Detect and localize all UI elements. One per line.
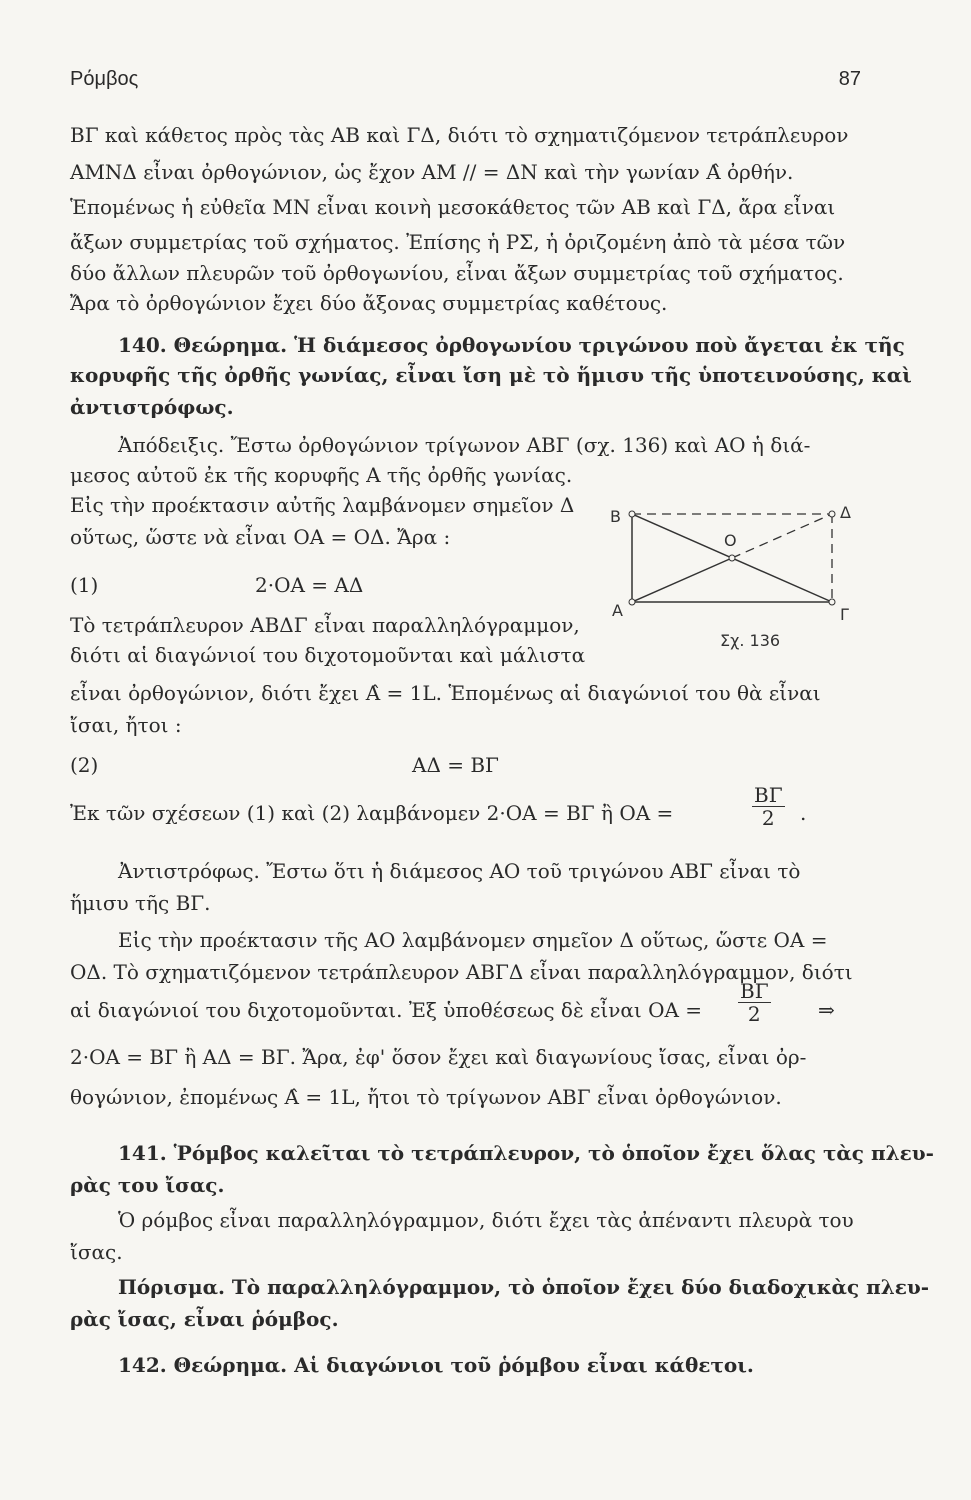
theorem-140-text: ἀντιστρόφως. — [70, 395, 234, 419]
point-d — [829, 511, 835, 517]
proof-line: μεσος αὐτοῦ ἐκ τῆς κορυφῆς Α τῆς ὀρθῆς γωνίας. — [70, 463, 573, 487]
equation-2-label: (2) — [70, 753, 99, 777]
median-ao — [632, 558, 732, 602]
definition-141-heading: 141. Ῥόμβος καλεῖται τὸ τετράπλευρον, τὸ ὁποῖον ἔχει ὅλας τὰς πλευ- — [118, 1141, 934, 1165]
point-g — [829, 599, 835, 605]
definition-141-text: ρὰς του ἴσας. — [70, 1173, 225, 1197]
text-line: ἴσας. — [70, 1240, 123, 1264]
text-line: ἄξων συμμετρίας τοῦ σχήματος. Ἐπίσης ἡ ΡΣ, ἡ ὁριζομένη ἀπὸ τὰ μέσα τῶν — [70, 230, 846, 254]
converse-line: Εἰς τὴν προέκτασιν τῆς ΑΟ λαμβάνομεν σημεῖον Δ οὕτως, ὥστε ΟΑ = — [118, 928, 828, 952]
label-d: Δ — [840, 503, 851, 522]
converse-line: ΟΔ. Τὸ σχηματιζόμενον τετράπλευρον ΑΒΓΔ εἶναι παραλληλόγραμμον, διότι — [70, 960, 853, 984]
label-o: Ο — [724, 531, 737, 550]
figure-136 — [600, 500, 870, 660]
implies-arrow: ⇒ — [818, 998, 835, 1022]
fraction-bg-over-2 — [738, 980, 771, 1025]
point-o — [729, 555, 735, 561]
fraction-denominator: 2 — [747, 1002, 761, 1026]
theorem-142-heading: 142. Θεώρημα. Αἱ διαγώνιοι τοῦ ῥόμβου εἶναι κάθετοι. — [118, 1353, 754, 1377]
point-a — [629, 599, 635, 605]
text-line: Ἄρα τὸ ὀρθογώνιον ἔχει δύο ἄξονας συμμετρίας καθέτους. — [70, 291, 668, 315]
text-line: δύο ἄλλων πλευρῶν τοῦ ὀρθογωνίου, εἶναι ἄξων συμμετρίας τοῦ σχήματος. — [70, 261, 844, 285]
text-line: Ὁ ρόμβος εἶναι παραλληλόγραμμον, διότι ἔχει τὰς ἀπέναντι πλευρὰ του — [118, 1208, 854, 1232]
fraction-numerator: ΒΓ — [754, 783, 783, 807]
proof-line: διότι αἱ διαγώνιοί του διχοτομοῦνται καὶ μάλιστα — [70, 643, 586, 667]
converse-line: θογώνιον, ἐπομένως Α̂ = 1L, ἤτοι τὸ τρίγωνον ΑΒΓ εἶναι ὀρθογώνιον. — [70, 1085, 782, 1109]
label-a: Α — [612, 601, 623, 620]
figure-caption: Σχ. 136 — [720, 631, 781, 650]
corollary-heading: Πόρισμα. Τὸ παραλληλόγραμμον, τὸ ὁποῖον ἔχει δύο διαδοχικὰς πλευ- — [118, 1275, 930, 1299]
page-number: 87 — [838, 68, 861, 90]
theorem-140-text: κορυφῆς τῆς ὀρθῆς γωνίας, εἶναι ἴση μὲ τὸ ἥμισυ τῆς ὑποτεινούσης, καὶ — [70, 363, 912, 387]
fraction-bg-over-2 — [752, 784, 785, 829]
rectangle-diagram — [600, 500, 870, 660]
proof-conclusion: Ἐκ τῶν σχέσεων (1) καὶ (2) λαμβάνομεν 2·ΟΑ = ΒΓ ἢ ΟΑ = — [70, 801, 674, 825]
equation-1: 2·ΟΑ = ΑΔ — [255, 573, 364, 597]
label-b: Β — [610, 507, 621, 526]
proof-line: εἶναι ὀρθογώνιον, διότι ἔχει Α̂ = 1L. Ἑπομένως αἱ διαγώνιοί του θὰ εἶναι — [70, 681, 821, 705]
extension-od — [732, 514, 832, 558]
proof-line: Εἰς τὴν προέκτασιν αὐτῆς λαμβάνομεν σημεῖον Δ — [70, 493, 575, 517]
corollary-text: ρὰς ἴσας, εἶναι ῥόμβος. — [70, 1307, 339, 1331]
fraction-denominator: 2 — [761, 806, 775, 830]
equation-2: ΑΔ = ΒΓ — [412, 753, 499, 777]
converse-line: 2·ΟΑ = ΒΓ ἢ ΑΔ = ΒΓ. Ἄρα, ἐφ' ὅσον ἔχει καὶ διαγωνίους ἴσας, εἶναι ὀρ- — [70, 1045, 807, 1069]
theorem-140-heading: 140. Θεώρημα. Ἡ διάμεσος ὀρθογωνίου τριγώνου ποὺ ἄγεται ἐκ τῆς — [118, 333, 905, 357]
proof-line: Ἀπόδειξις. Ἔστω ὀρθογώνιον τρίγωνον ΑΒΓ (σχ. 136) καὶ ΑΟ ἡ διά- — [118, 433, 811, 457]
converse-line: αἱ διαγώνιοί του διχοτομοῦνται. Ἐξ ὑποθέσεως δὲ εἶναι ΟΑ = — [70, 998, 703, 1022]
proof-line: οὕτως, ὥστε νὰ εἶναι ΟΑ = ΟΔ. Ἄρα : — [70, 525, 451, 549]
text-line: Ἑπομένως ἡ εὐθεῖα ΜΝ εἶναι κοινὴ μεσοκάθετος τῶν ΑΒ καὶ ΓΔ, ἄρα εἶναι — [70, 195, 836, 219]
text-line: ΒΓ καὶ κάθετος πρὸς τὰς ΑΒ καὶ ΓΔ, διότι τὸ σχηματιζόμενον τετράπλευρον — [70, 123, 849, 147]
point-b — [629, 511, 635, 517]
proof-line: ἴσαι, ἤτοι : — [70, 713, 182, 737]
converse-heading: Ἀντιστρόφως. Ἔστω ὅτι ἡ διάμεσος ΑΟ τοῦ τριγώνου ΑΒΓ εἶναι τὸ — [118, 859, 801, 883]
equation-1-label: (1) — [70, 573, 99, 597]
running-header-title: Ρόμβος — [70, 68, 139, 90]
converse-line: ἥμισυ τῆς ΒΓ. — [70, 891, 211, 915]
proof-line: Τὸ τετράπλευρον ΑΒΔΓ εἶναι παραλληλόγραμμον, — [70, 613, 580, 637]
fraction-period: . — [800, 801, 807, 825]
text-line: ΑΜΝΔ εἶναι ὀρθογώνιον, ὡς ἔχον ΑΜ // = ΔΝ καὶ τὴν γωνίαν Α̂ ὀρθήν. — [70, 160, 794, 184]
label-g: Γ — [840, 605, 849, 624]
fraction-numerator: ΒΓ — [740, 979, 769, 1003]
